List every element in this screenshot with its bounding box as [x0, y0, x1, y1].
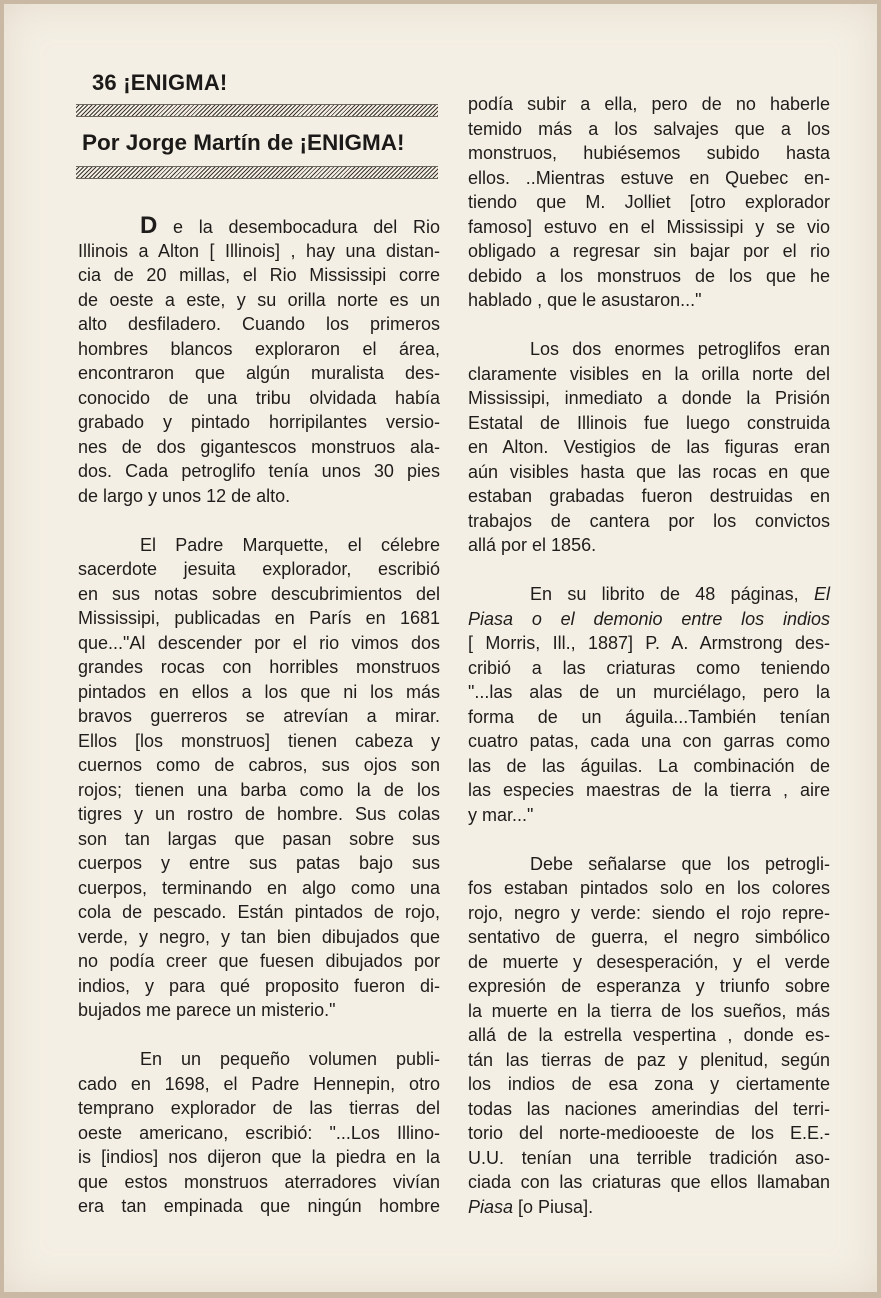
article-byline: Por Jorge Martín de ¡ENIGMA! [82, 130, 405, 155]
text-line: trabajos de cantera por los convictos [468, 510, 830, 531]
text-line: obligado a regresar sin bajar por el rio [468, 241, 830, 261]
text-line: tigres y un rostro de hombre. Sus colas [78, 804, 440, 824]
text-line: cuernos como de cabros, sus ojos son [78, 755, 440, 775]
text-line: podía subir a ella, pero de no haberle [468, 94, 830, 114]
text-line: temido más a los salvajes que a los [468, 118, 830, 139]
text-line: alto desfiladero. Cuando los primeros [78, 314, 440, 334]
paragraph-3 [78, 1047, 440, 1219]
text-line: conocido de una tribu olvidada había [78, 387, 440, 408]
text-line: Mississipi, inmediato a donde la Prisión [468, 388, 830, 408]
bottom-hatch-rule [76, 166, 438, 179]
text-line: bravos guerreros se atrevían a mirar. [78, 706, 440, 726]
text-line: monstruos, hubiésemos subido hasta [468, 143, 830, 163]
text-line: allá de la estrella vespertina , donde es- [468, 1025, 830, 1045]
text-line: dos. Cada petroglifo tenía unos 30 pies [78, 461, 440, 481]
text-line: fos estaban pintados solo en los colores [468, 878, 830, 898]
text-line: Debe señalarse que los petrogli- [530, 853, 830, 874]
text-line: cia de 20 millas, el Rio Mississipi corre [78, 265, 440, 285]
paragraph-6 [468, 582, 830, 827]
text-line: U.U. tenían una terrible tradición aso- [468, 1147, 830, 1168]
text-line: "...las alas de un murciélago, pero la [468, 682, 830, 702]
paragraph-4 [468, 92, 830, 313]
book-title-line: Piasa o el demonio entre los indios [468, 608, 830, 629]
text-line: en Alton. Vestigios de las figuras eran [468, 437, 830, 457]
left-column [78, 214, 440, 1219]
text-line: encontraron que algún muralista des- [78, 363, 440, 383]
text-line: de oeste a este, y su orilla norte es un [78, 289, 440, 310]
text-line: hombres blancos exploraron el área, [78, 338, 440, 359]
text-line: estaban grabadas fueron destruidas en [468, 486, 830, 506]
paragraph-7 [468, 852, 830, 1220]
text-line: los indios de esa zona y ciertamente [468, 1074, 830, 1094]
drop-cap: D [140, 212, 158, 239]
text-line: expresión de esperanza y triunfo sobre [468, 976, 830, 996]
text-line: tiendo que M. Jolliet [otro explorador [468, 192, 830, 212]
text-line: aún visibles hasta que las rocas en que [468, 461, 830, 482]
paragraph-5 [468, 337, 830, 558]
magazine-page [4, 4, 877, 1292]
text-line: en sus notas sobre descubrimientos del [78, 583, 440, 604]
text-line: que estos monstruos aterradores vivían [78, 1171, 440, 1192]
text-line: sacerdote jesuita explorador, escribió [78, 559, 440, 579]
text-line: Estatal de Illinois fue luego construida [468, 412, 830, 433]
text-line: claramente visibles en la orilla norte del [468, 363, 830, 384]
text-line: grabado y pintado horripilantes versio- [78, 412, 440, 432]
text-line: verde, y negro, y tan bien dibujados que [78, 926, 440, 947]
text-line: allá por el 1856. [468, 535, 597, 555]
text-line: nes de dos gigantescos monstruos ala- [78, 436, 440, 457]
text-line: cuerpos y entre sus patas bajo sus [78, 853, 440, 873]
text-line: hablado , que le asustaron..." [468, 290, 702, 310]
text-line: [ Morris, Ill., 1887] P. A. Armstrong des- [468, 633, 830, 653]
creature-name: Piasa [468, 1196, 514, 1217]
page-number: 36 [92, 70, 117, 95]
text-line: forma de un águila...También tenían [468, 706, 830, 727]
book-title-start: El [813, 584, 830, 604]
text-line: pintados en ellos a los que ni los más [78, 681, 440, 702]
text-line: no podía creer que fuesen dibujados por [78, 951, 440, 971]
text-line: D e la desembocadura del Rio [140, 212, 440, 239]
text-line: de muerte y desesperación, y el verde [468, 951, 830, 972]
text-line: Los dos enormes petroglifos eran [530, 339, 830, 359]
text-line: is [indios] nos dijeron que la piedra en la [78, 1147, 440, 1167]
text-line: rojo, negro y verde: siendo el rojo repre- [468, 902, 830, 923]
text-line: la muerte en la tierra de los sueños, más [468, 1000, 830, 1021]
right-column [468, 92, 830, 1219]
paragraph-2 [78, 533, 440, 1023]
text-line: temprano explorador de las tierras del [78, 1098, 440, 1118]
text-line: sentativo de guerra, el negro simbólico [468, 927, 830, 947]
text-line: indios, y para qué proposito fueron di- [78, 975, 440, 996]
text-line: las de las águilas. La combinación de [468, 755, 830, 776]
text-line: Mississipi, publicadas en París en 1681 [78, 608, 440, 628]
text-line: son tan largas que pasan sobre sus [78, 828, 440, 849]
text-line: que..."Al descender por el rio vimos dos [78, 632, 440, 653]
text-line: de largo y unos 12 de alto. [78, 485, 291, 506]
text-line: Piasa [o Piusa]. [468, 1196, 594, 1217]
magazine-title: ¡ENIGMA! [123, 70, 228, 95]
text-line: cuerpos, terminando en algo como una [78, 877, 440, 898]
text-line: Illinois a Alton [ Illinois] , hay una distan- [78, 240, 440, 261]
text-line: cuatro patas, cada una con garras como [468, 731, 830, 751]
paragraph-1 [78, 214, 440, 508]
text-line: cola de pescado. Están pintados de rojo, [78, 902, 440, 922]
text-line: y mar..." [468, 804, 534, 825]
text-line: tán las tierras de paz y plenitud, según [468, 1049, 830, 1070]
text-line: las especies maestras de la tierra , aire [468, 780, 830, 800]
text-line: grandes rocas con horribles monstruos [78, 657, 440, 677]
text-line: famoso] estuvo en el Mississipi y se vio [468, 216, 830, 237]
text-line: ellos. ..Mientras estuve en Quebec en- [468, 167, 830, 188]
text-line: ciada con las criaturas que ellos llamaban [468, 1172, 830, 1192]
text-line: torio del norte-mediooeste de los E.E.- [468, 1123, 830, 1143]
text-line: era tan empinada que ningún hombre [78, 1196, 440, 1216]
text-line: En un pequeño volumen publi- [140, 1049, 440, 1069]
text-line: cribió a las criaturas como teniendo [468, 657, 830, 678]
text-line: En su librito de 48 páginas, El [530, 584, 830, 604]
text-line: rojos; tienen una barba como la de los [78, 779, 440, 800]
text-line: todas las naciones amerindias del terri- [468, 1098, 830, 1119]
text-line: oeste americano, escribió: "...Los Illino- [78, 1122, 440, 1143]
text-line: El Padre Marquette, el célebre [140, 534, 440, 555]
top-hatch-rule [76, 104, 438, 117]
text-line: bujados me parece un misterio." [78, 1000, 336, 1020]
text-line: Ellos [los monstruos] tienen cabeza y [78, 730, 440, 751]
text-line: cado en 1698, el Padre Hennepin, otro [78, 1073, 440, 1094]
text-line: debido a los monstruos de los que he [468, 265, 830, 286]
page-header [92, 70, 227, 96]
